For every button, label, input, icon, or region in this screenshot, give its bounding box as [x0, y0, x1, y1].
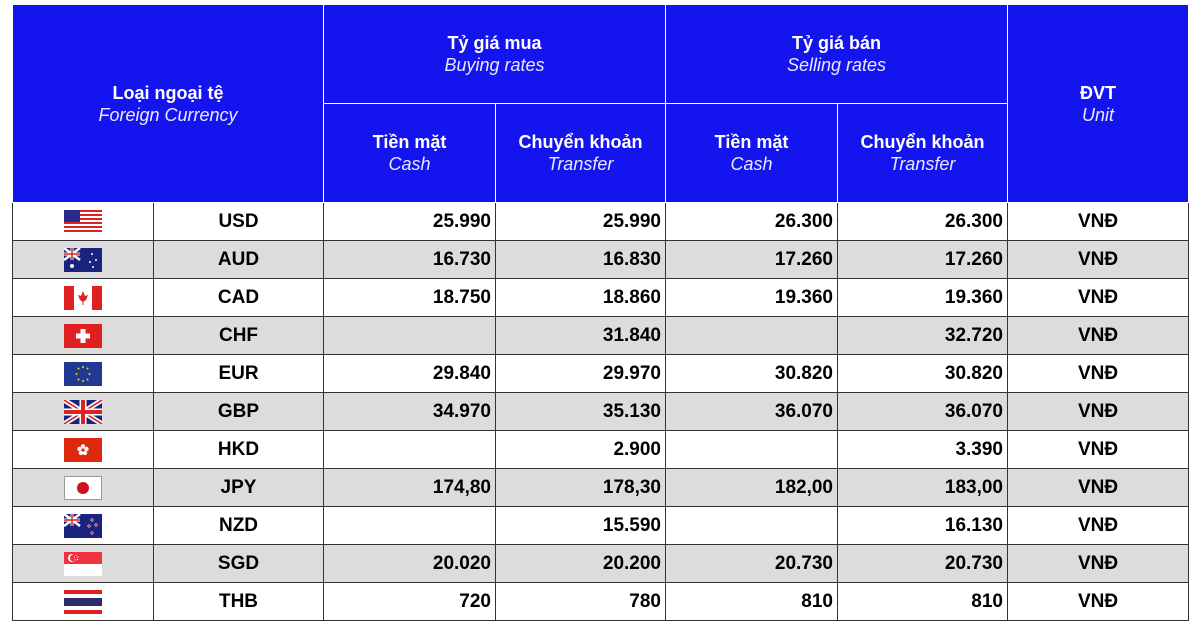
- currency-code: JPY: [154, 469, 324, 507]
- au-flag-icon: [64, 248, 102, 272]
- hk-flag-icon: [64, 438, 102, 462]
- buy-cash-value: [324, 507, 496, 545]
- header-selling-rates: [666, 5, 1008, 104]
- buy-transfer-value: 25.990: [496, 203, 666, 241]
- header-buying-rates: [324, 5, 666, 104]
- header-selling-vi: Tỷ giá bán: [791, 33, 881, 53]
- flag-cell: [13, 355, 154, 393]
- sell-transfer-value: 20.730: [838, 545, 1008, 583]
- sell-transfer-value: 16.130: [838, 507, 1008, 545]
- header-sell-transfer: [838, 104, 1008, 203]
- buy-transfer-value: 31.840: [496, 317, 666, 355]
- rates-body: [13, 203, 1189, 621]
- header-foreign-currency: [13, 5, 324, 203]
- ch-flag-icon: [64, 324, 102, 348]
- flag-cell: [13, 203, 154, 241]
- header-unit-en: Unit: [1081, 104, 1114, 125]
- ca-flag-icon: [64, 286, 102, 310]
- buy-cash-value: 18.750: [324, 279, 496, 317]
- flag-cell: [13, 469, 154, 507]
- header-buying-en: Buying rates: [444, 55, 545, 75]
- unit-value: VNĐ: [1008, 431, 1189, 469]
- buy-cash-value: 25.990: [324, 203, 496, 241]
- unit-value: VNĐ: [1008, 469, 1189, 507]
- unit-value: VNĐ: [1008, 583, 1189, 621]
- header-currency-en: Foreign Currency: [98, 104, 238, 125]
- gb-flag-icon: [64, 400, 102, 424]
- sell-transfer-value: 17.260: [838, 241, 1008, 279]
- buy-cash-value: [324, 431, 496, 469]
- sell-cash-value: 810: [666, 583, 838, 621]
- buy-cash-value: 34.970: [324, 393, 496, 431]
- header-sell-cash-vi: Tiền mặt: [714, 132, 789, 152]
- sell-transfer-value: 32.720: [838, 317, 1008, 355]
- buy-cash-value: 29.840: [324, 355, 496, 393]
- header-buy-transfer: [496, 104, 666, 203]
- currency-code: CHF: [154, 317, 324, 355]
- sell-cash-value: 26.300: [666, 203, 838, 241]
- buy-cash-value: [324, 317, 496, 355]
- currency-code: NZD: [154, 507, 324, 545]
- us-flag-icon: [64, 210, 102, 234]
- flag-cell: [13, 241, 154, 279]
- unit-value: VNĐ: [1008, 355, 1189, 393]
- unit-value: VNĐ: [1008, 317, 1189, 355]
- table-row: [13, 583, 1189, 621]
- flag-cell: [13, 507, 154, 545]
- buy-cash-value: 20.020: [324, 545, 496, 583]
- currency-code: SGD: [154, 545, 324, 583]
- flag-cell: [13, 393, 154, 431]
- sell-cash-value: 19.360: [666, 279, 838, 317]
- header-currency-vi: Loại ngoại tệ: [112, 82, 224, 103]
- buy-transfer-value: 16.830: [496, 241, 666, 279]
- unit-value: VNĐ: [1008, 241, 1189, 279]
- sell-transfer-value: 183,00: [838, 469, 1008, 507]
- buy-transfer-value: 35.130: [496, 393, 666, 431]
- buy-transfer-value: 29.970: [496, 355, 666, 393]
- header-sell-transfer-en: Transfer: [889, 154, 956, 174]
- currency-code: CAD: [154, 279, 324, 317]
- table-row: [13, 355, 1189, 393]
- currency-code: GBP: [154, 393, 324, 431]
- sell-cash-value: 20.730: [666, 545, 838, 583]
- table-row: [13, 545, 1189, 583]
- sell-cash-value: 30.820: [666, 355, 838, 393]
- th-flag-icon: [64, 590, 102, 614]
- header-sell-cash: [666, 104, 838, 203]
- sell-transfer-value: 19.360: [838, 279, 1008, 317]
- sell-cash-value: [666, 431, 838, 469]
- header-unit-vi: ĐVT: [1080, 82, 1116, 103]
- sell-transfer-value: 30.820: [838, 355, 1008, 393]
- flag-cell: [13, 317, 154, 355]
- currency-code: HKD: [154, 431, 324, 469]
- currency-code: EUR: [154, 355, 324, 393]
- flag-cell: [13, 545, 154, 583]
- unit-value: VNĐ: [1008, 545, 1189, 583]
- buy-transfer-value: 2.900: [496, 431, 666, 469]
- buy-cash-value: 174,80: [324, 469, 496, 507]
- unit-value: VNĐ: [1008, 393, 1189, 431]
- sell-transfer-value: 26.300: [838, 203, 1008, 241]
- unit-value: VNĐ: [1008, 507, 1189, 545]
- sg-flag-icon: [64, 552, 102, 576]
- table-row: [13, 317, 1189, 355]
- currency-code: USD: [154, 203, 324, 241]
- currency-code: AUD: [154, 241, 324, 279]
- sell-cash-value: 36.070: [666, 393, 838, 431]
- buy-transfer-value: 15.590: [496, 507, 666, 545]
- header-unit: [1008, 5, 1189, 203]
- eu-flag-icon: [64, 362, 102, 386]
- buy-transfer-value: 20.200: [496, 545, 666, 583]
- table-row: [13, 507, 1189, 545]
- table-row: [13, 203, 1189, 241]
- table-row: [13, 431, 1189, 469]
- sell-transfer-value: 3.390: [838, 431, 1008, 469]
- currency-code: THB: [154, 583, 324, 621]
- flag-cell: [13, 583, 154, 621]
- sell-transfer-value: 36.070: [838, 393, 1008, 431]
- unit-value: VNĐ: [1008, 279, 1189, 317]
- table-row: [13, 393, 1189, 431]
- jp-flag-icon: [64, 476, 102, 500]
- header-sell-cash-en: Cash: [730, 154, 773, 174]
- exchange-rate-table-container: [12, 4, 1188, 621]
- header-buy-cash-vi: Tiền mặt: [372, 132, 447, 152]
- buy-cash-value: 720: [324, 583, 496, 621]
- header-selling-en: Selling rates: [786, 55, 887, 75]
- flag-cell: [13, 279, 154, 317]
- table-row: [13, 469, 1189, 507]
- header-buy-cash: [324, 104, 496, 203]
- header-buy-transfer-en: Transfer: [547, 154, 614, 174]
- flag-cell: [13, 431, 154, 469]
- buy-cash-value: 16.730: [324, 241, 496, 279]
- sell-cash-value: [666, 317, 838, 355]
- sell-cash-value: 17.260: [666, 241, 838, 279]
- buy-transfer-value: 780: [496, 583, 666, 621]
- unit-value: VNĐ: [1008, 203, 1189, 241]
- sell-cash-value: 182,00: [666, 469, 838, 507]
- header-buy-transfer-vi: Chuyển khoản: [518, 132, 643, 152]
- header-buying-vi: Tỷ giá mua: [447, 33, 542, 53]
- table-row: [13, 279, 1189, 317]
- header-sell-transfer-vi: Chuyển khoản: [860, 132, 985, 152]
- buy-transfer-value: 178,30: [496, 469, 666, 507]
- sell-cash-value: [666, 507, 838, 545]
- header-buy-cash-en: Cash: [388, 154, 431, 174]
- nz-flag-icon: [64, 514, 102, 538]
- exchange-rate-table: [12, 4, 1189, 621]
- buy-transfer-value: 18.860: [496, 279, 666, 317]
- sell-transfer-value: 810: [838, 583, 1008, 621]
- table-row: [13, 241, 1189, 279]
